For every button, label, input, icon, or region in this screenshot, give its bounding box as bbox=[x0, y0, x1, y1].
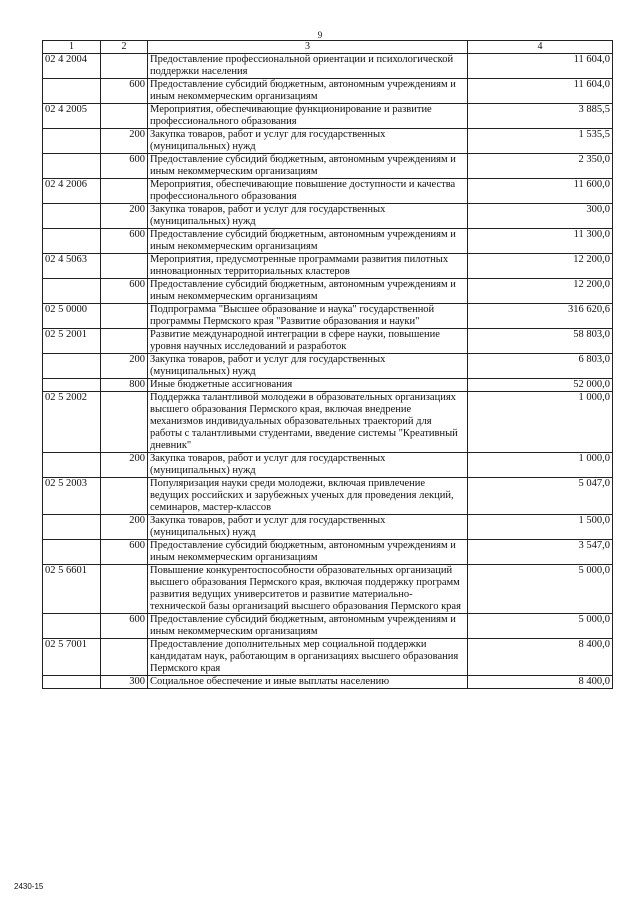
table-row bbox=[43, 104, 613, 129]
row-type-cell bbox=[101, 639, 148, 676]
row-amount-cell: 1 535,5 bbox=[468, 129, 613, 154]
row-description-cell: Закупка товаров, работ и услуг для государственных (муниципальных) нужд bbox=[148, 453, 468, 478]
row-type-cell: 600 bbox=[101, 614, 148, 639]
row-description-cell: Социальное обеспечение и иные выплаты населению bbox=[148, 676, 468, 689]
row-code-cell bbox=[43, 204, 101, 229]
row-description-cell: Развитие международной интеграции в сфере науки, повышение уровня научных исследований и разработок bbox=[148, 329, 468, 354]
row-code-cell: 02 5 2002 bbox=[43, 392, 101, 453]
row-description-cell: Предоставление субсидий бюджетным, автономным учреждениям и иным некоммерческим организациям bbox=[148, 154, 468, 179]
table-row bbox=[43, 329, 613, 354]
table-row bbox=[43, 392, 613, 453]
table-row bbox=[43, 354, 613, 379]
row-code-cell bbox=[43, 129, 101, 154]
row-code-cell: 02 5 7001 bbox=[43, 639, 101, 676]
row-amount-cell: 5 000,0 bbox=[468, 565, 613, 614]
row-description-cell: Предоставление субсидий бюджетным, автономным учреждениям и иным некоммерческим организациям bbox=[148, 79, 468, 104]
row-type-cell bbox=[101, 179, 148, 204]
row-code-cell bbox=[43, 379, 101, 392]
row-type-cell: 600 bbox=[101, 79, 148, 104]
row-type-cell: 200 bbox=[101, 129, 148, 154]
table-row bbox=[43, 453, 613, 478]
row-description-cell: Популяризация науки среди молодежи, включая привлечение ведущих российских и зарубежных ученых для проведения лекций, семинаров, мастер-классов bbox=[148, 478, 468, 515]
row-amount-cell: 6 803,0 bbox=[468, 354, 613, 379]
row-code-cell bbox=[43, 279, 101, 304]
row-description-cell: Предоставление дополнительных мер социальной поддержки кандидатам наук, работающим в организациях высшего образования Пермского края bbox=[148, 639, 468, 676]
row-amount-cell: 1 500,0 bbox=[468, 515, 613, 540]
row-description-cell: Иные бюджетные ассигнования bbox=[148, 379, 468, 392]
row-type-cell bbox=[101, 104, 148, 129]
row-description-cell: Закупка товаров, работ и услуг для государственных (муниципальных) нужд bbox=[148, 354, 468, 379]
table-row bbox=[43, 129, 613, 154]
row-code-cell bbox=[43, 453, 101, 478]
row-code-cell bbox=[43, 154, 101, 179]
row-code-cell: 02 5 2003 bbox=[43, 478, 101, 515]
row-description-cell: Предоставление субсидий бюджетным, автономным учреждениям и иным некоммерческим организациям bbox=[148, 279, 468, 304]
table-row bbox=[43, 79, 613, 104]
row-code-cell bbox=[43, 614, 101, 639]
row-type-cell bbox=[101, 478, 148, 515]
row-type-cell bbox=[101, 329, 148, 354]
row-description-cell: Предоставление профессиональной ориентации и психологической поддержки населения bbox=[148, 54, 468, 79]
row-code-cell bbox=[43, 676, 101, 689]
row-type-cell bbox=[101, 254, 148, 279]
row-code-cell: 02 5 2001 bbox=[43, 329, 101, 354]
row-description-cell: Предоставление субсидий бюджетным, автономным учреждениям и иным некоммерческим организациям bbox=[148, 614, 468, 639]
row-code-cell bbox=[43, 79, 101, 104]
row-description-cell: Повышение конкурентоспособности образовательных организаций высшего образования Пермского края, включая поддержку программ развития ведущих университетов и развитие материально-технической базы организаций высшего образования Пермского края bbox=[148, 565, 468, 614]
row-code-cell bbox=[43, 354, 101, 379]
row-description-cell: Закупка товаров, работ и услуг для государственных (муниципальных) нужд bbox=[148, 129, 468, 154]
row-description-cell: Мероприятия, предусмотренные программами развития пилотных инновационных территориальных кластеров bbox=[148, 254, 468, 279]
row-amount-cell: 52 000,0 bbox=[468, 379, 613, 392]
row-amount-cell: 11 604,0 bbox=[468, 79, 613, 104]
table-row bbox=[43, 565, 613, 614]
row-amount-cell: 12 200,0 bbox=[468, 254, 613, 279]
row-code-cell: 02 4 2006 bbox=[43, 179, 101, 204]
row-type-cell: 600 bbox=[101, 154, 148, 179]
row-amount-cell: 5 000,0 bbox=[468, 614, 613, 639]
table-row bbox=[43, 154, 613, 179]
row-amount-cell: 11 604,0 bbox=[468, 54, 613, 79]
row-description-cell: Подпрограмма "Высшее образование и наука" государственной программы Пермского края "Развитие образования и науки" bbox=[148, 304, 468, 329]
column-header-2: 2 bbox=[101, 41, 148, 54]
table-row bbox=[43, 254, 613, 279]
table-row bbox=[43, 204, 613, 229]
row-type-cell: 200 bbox=[101, 453, 148, 478]
table-row bbox=[43, 229, 613, 254]
row-code-cell bbox=[43, 229, 101, 254]
table-row bbox=[43, 478, 613, 515]
row-amount-cell: 3 885,5 bbox=[468, 104, 613, 129]
row-type-cell: 200 bbox=[101, 515, 148, 540]
table-row bbox=[43, 304, 613, 329]
row-amount-cell: 8 400,0 bbox=[468, 676, 613, 689]
table-row bbox=[43, 515, 613, 540]
page-number: 9 bbox=[317, 30, 323, 40]
row-amount-cell: 5 047,0 bbox=[468, 478, 613, 515]
row-type-cell: 600 bbox=[101, 229, 148, 254]
table-body bbox=[43, 54, 613, 689]
row-type-cell: 600 bbox=[101, 540, 148, 565]
row-amount-cell: 2 350,0 bbox=[468, 154, 613, 179]
table-row bbox=[43, 540, 613, 565]
table-row bbox=[43, 639, 613, 676]
row-amount-cell: 1 000,0 bbox=[468, 453, 613, 478]
column-header-3: 3 bbox=[148, 41, 468, 54]
row-type-cell: 600 bbox=[101, 279, 148, 304]
row-code-cell: 02 4 2005 bbox=[43, 104, 101, 129]
row-type-cell: 300 bbox=[101, 676, 148, 689]
row-description-cell: Предоставление субсидий бюджетным, автономным учреждениям и иным некоммерческим организациям bbox=[148, 229, 468, 254]
row-amount-cell: 300,0 bbox=[468, 204, 613, 229]
row-type-cell bbox=[101, 392, 148, 453]
row-code-cell: 02 5 6601 bbox=[43, 565, 101, 614]
table-row bbox=[43, 54, 613, 79]
row-type-cell bbox=[101, 54, 148, 79]
table-row bbox=[43, 614, 613, 639]
row-amount-cell: 8 400,0 bbox=[468, 639, 613, 676]
row-description-cell: Предоставление субсидий бюджетным, автономным учреждениям и иным некоммерческим организациям bbox=[148, 540, 468, 565]
column-header-4: 4 bbox=[468, 41, 613, 54]
row-type-cell: 200 bbox=[101, 354, 148, 379]
row-type-cell: 200 bbox=[101, 204, 148, 229]
row-amount-cell: 12 200,0 bbox=[468, 279, 613, 304]
table-row bbox=[43, 676, 613, 689]
column-header-1: 1 bbox=[43, 41, 101, 54]
row-amount-cell: 11 300,0 bbox=[468, 229, 613, 254]
row-code-cell: 02 4 2004 bbox=[43, 54, 101, 79]
row-code-cell bbox=[43, 540, 101, 565]
row-type-cell bbox=[101, 304, 148, 329]
row-description-cell: Мероприятия, обеспечивающие функционирование и развитие профессионального образования bbox=[148, 104, 468, 129]
row-amount-cell: 11 600,0 bbox=[468, 179, 613, 204]
header-row bbox=[43, 41, 613, 54]
row-type-cell bbox=[101, 565, 148, 614]
row-description-cell: Закупка товаров, работ и услуг для государственных (муниципальных) нужд bbox=[148, 204, 468, 229]
row-amount-cell: 3 547,0 bbox=[468, 540, 613, 565]
row-description-cell: Закупка товаров, работ и услуг для государственных (муниципальных) нужд bbox=[148, 515, 468, 540]
row-description-cell: Мероприятия, обеспечивающие повышение доступности и качества профессионального образования bbox=[148, 179, 468, 204]
row-amount-cell: 58 803,0 bbox=[468, 329, 613, 354]
document-code: 2430-15 bbox=[14, 882, 44, 891]
row-description-cell: Поддержка талантливой молодежи в образовательных организациях высшего образования Пермского края, включая внедрение механизмов индивидуальных образовательных траекторий для работы с талантливыми студентами, введение системы "Креативный дневник" bbox=[148, 392, 468, 453]
table-row bbox=[43, 179, 613, 204]
table-row bbox=[43, 379, 613, 392]
row-code-cell: 02 4 5063 bbox=[43, 254, 101, 279]
row-code-cell: 02 5 0000 bbox=[43, 304, 101, 329]
budget-table bbox=[42, 40, 613, 689]
row-amount-cell: 316 620,6 bbox=[468, 304, 613, 329]
table-row bbox=[43, 279, 613, 304]
row-type-cell: 800 bbox=[101, 379, 148, 392]
row-amount-cell: 1 000,0 bbox=[468, 392, 613, 453]
row-code-cell bbox=[43, 515, 101, 540]
